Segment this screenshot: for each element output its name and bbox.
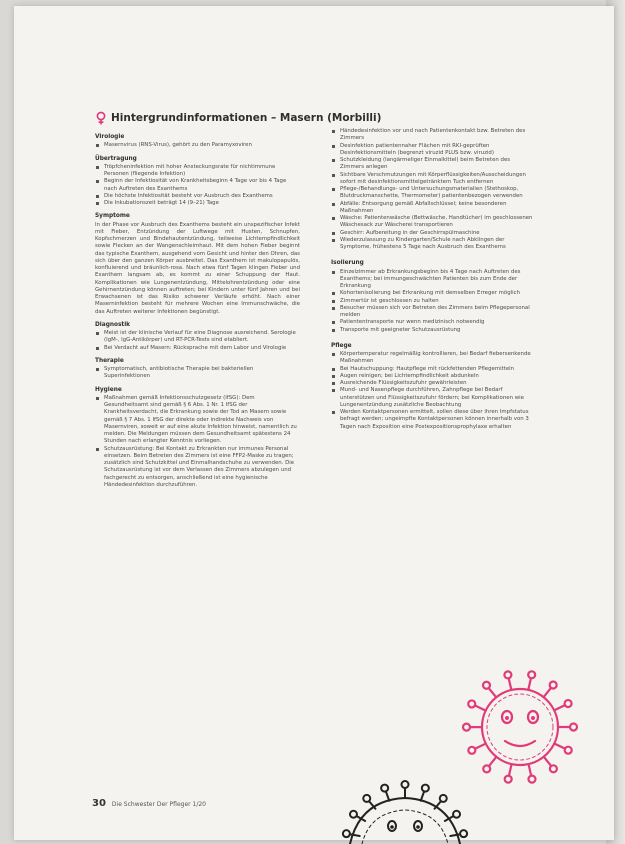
virus-spike-knob: [565, 747, 572, 754]
virus-spike: [544, 757, 551, 766]
bullet-item: Einzelzimmer ab Erkrankungsbeginn bis 4 Tage nach Auftreten des Exanthems; bei immungeschwächten Patienten bis zum Ende der Erkrankung: [331, 269, 534, 291]
section-heading: Pflege: [331, 342, 352, 349]
virus-spike: [386, 791, 389, 800]
virus-spike-knob: [528, 671, 535, 678]
virus-spike-knob: [504, 671, 511, 678]
bullet-item: Transporte mit geeigneter Schutzausrüstung: [331, 327, 534, 334]
bullet-item: Augen reinigen; bei Lichtempfindlichkeit abdunkeln: [331, 373, 534, 380]
bullet-item: Die höchste Infektiosität besteht vor Ausbruch des Exanthems: [95, 193, 300, 200]
virus-spike-knob: [483, 682, 490, 689]
section-heading: Isolierung: [331, 260, 364, 267]
bullet-item: Kohortenisolierung bei Erkrankung mit demselben Erreger möglich: [331, 290, 534, 297]
section-hygiene-continued: [331, 128, 534, 251]
title-row: [96, 111, 381, 125]
bullet-item: Desinfektion patientennaher Flächen mit RKI-geprüften Desinfektionsmitteln (begrenzt viruzid PLUS bzw. viruzid): [331, 143, 534, 158]
virus-spike: [509, 764, 512, 776]
bullet-list: [331, 269, 534, 334]
virus-spike: [528, 764, 531, 776]
bullet-list: [331, 128, 534, 251]
page-number: 30: [92, 798, 106, 809]
virus-spike-knob: [505, 776, 512, 783]
section-pflege: [331, 343, 534, 431]
bullet-item: Werden Kontaktpersonen ermittelt, sollen diese über ihren Impfstatus befragt werden; ungeimpfte Kontaktpersonen können innerhalb von 3 Tagen nach Exposition eine Postexpositionsprophylaxe erhalten: [331, 409, 534, 431]
virus-spike-knob: [381, 785, 388, 792]
section-therapie: [95, 358, 300, 381]
section-heading: Hygiene: [95, 386, 122, 393]
virus-spike-knob: [550, 682, 557, 689]
bullet-item: Körpertemperatur regelmäßig kontrollieren, bei Bedarf fiebersenkende Maßnahmen: [331, 351, 534, 366]
virus-spike-knob: [343, 830, 350, 837]
section-heading: Übertragung: [95, 155, 137, 162]
section-paragraph: In der Phase vor Ausbruch des Exanthems besteht ein unspezifischer Infekt mit Fieber, Entzündung der Luftwege mit Husten, Schnupfen, Kopfschmerzen und Bindehautentzündung, teilweise Lichtempfindlichkeit sowie Flecken an der Wangenschleimhaut. Mit dem hohen Fieber beginnt das typische Exanthem, ausgehend vom Gesicht und hinter den Ohren, das sich über den ganzen Körper ausbreitet. Das Exanthem ist makulopapulös, konfluierend und bräunlich-rosa. Nach etwa fünf Tagen klingen Fieber und Exanthem langsam ab, es kommt zu einer Schuppung der Haut. Komplikationen wie Lungenentzündung, Mittelohrentzündung oder eine Gehirnentzündung können auftreten; bei Kindern unter fünf Jahren und bei Erwachsenen ist das Risiko schwerer Verläufe erhöht. Nach einer Maserninfektion besteht für mehrere Wochen eine Immunschwäche, die das Auftreten weiterer Infektionen begünstigt.: [95, 221, 300, 315]
virus-spike: [421, 791, 424, 800]
section-uebertragung: [95, 156, 300, 208]
bullet-item: Schutzausrüstung: Bei Kontakt zu Erkrankten nur immunes Personal einsetzen. Beim Betreten des Zimmers ist eine FFP2-Maske zu tragen; zusätzlich sind Schutzkittel und Einmalhandschuhe zu verwenden. Die Schutzausrüstung ist vor dem Verlassen des Zimmers abzulegen und fachgerecht zu entsorgen, anschließend ist eine hygienische Händedesinfektion durchzuführen.: [95, 446, 300, 490]
virus-spike: [554, 743, 565, 748]
page-footer: [92, 798, 206, 809]
bullet-list: [95, 142, 300, 149]
virus-spike-knob: [468, 747, 475, 754]
virus-spike-knob: [483, 765, 490, 772]
bullet-item: Mund- und Nasenpflege durchführen, Zahnpflege bei Bedarf unterstützen und Flüssigkeitszufuhr fördern; bei Komplikationen wie Lungenentzündung zusätzliche Beobachtung: [331, 387, 534, 409]
virus-spike-knob: [363, 795, 370, 802]
bullet-item: Bei Verdacht auf Masern: Rücksprache mit dem Labor und Virologie: [95, 345, 300, 352]
virus-spike: [528, 678, 531, 690]
publication-name: Die Schwester Der Pfleger 1/20: [111, 801, 206, 808]
virus-spike-knob: [440, 795, 447, 802]
bullet-list: [95, 366, 300, 381]
bullet-item: Händedesinfektion vor und nach Patientenkontakt bzw. Betreten des Zimmers: [331, 128, 534, 143]
virus-spike: [544, 688, 551, 697]
bullet-list: [95, 395, 300, 489]
virus-spike-knob: [453, 811, 460, 818]
virus-spike-knob: [460, 830, 467, 837]
bullet-list: [95, 330, 300, 352]
female-symbol-icon: [96, 111, 106, 125]
bullet-item: Bei Hautschuppung: Hautpflege mit rückfettenden Pflegemitteln: [331, 366, 534, 373]
virus-spike-knob: [422, 785, 429, 792]
bullet-item: Beginn der Infektiosität von Krankheitsbeginn 4 Tage vor bis 4 Tage nach Auftreten des Exanthems: [95, 178, 300, 193]
virus-spike-knob: [528, 776, 535, 783]
bullet-item: Masernvirus (RNS-Virus), gehört zu den Paramyxoviren: [95, 142, 300, 149]
virus-spike: [475, 744, 486, 749]
section-hygiene: [95, 387, 300, 490]
bullet-item: Geschirr: Aufbereitung in der Geschirrspülmaschine: [331, 230, 534, 237]
bullet-item: Zimmertür ist geschlossen zu halten: [331, 298, 534, 305]
section-heading: Virologie: [95, 134, 125, 140]
virus-spike: [475, 705, 486, 710]
bullet-item: Die Inkubationszeit beträgt 14 (9–21) Tage: [95, 200, 300, 207]
bullet-item: Patiententransporte nur wenn medizinisch notwendig: [331, 319, 534, 326]
section-heading: Diagnostik: [95, 321, 131, 328]
virus-spike: [509, 678, 512, 690]
section-heading: Symptome: [95, 213, 130, 220]
bullet-item: Meist ist der klinische Verlauf für eine Diagnose ausreichend. Serologie (IgM-, IgG-Antikörper) und RT-PCR-Tests sind etabliert.: [95, 330, 300, 345]
virus-spike-knob: [468, 700, 475, 707]
section-symptome: [95, 213, 300, 316]
virus-spike-knob: [565, 700, 572, 707]
virus-spike: [554, 705, 565, 710]
section-heading: Therapie: [95, 357, 124, 364]
virus-illustration-black: [330, 760, 480, 844]
virus-spike-knob: [550, 765, 557, 772]
bullet-item: Schutzkleidung (langärmeliger Einmalkittel) beim Betreten des Zimmers anlegen: [331, 157, 534, 172]
bullet-item: Wiederzulassung zu Kindergarten/Schule nach Abklingen der Symptome, frühestens 5 Tage nach Ausbruch des Exanthems: [331, 237, 534, 252]
section-virologie: [95, 134, 300, 150]
bullet-item: Tröpfcheninfektion mit hoher Ansteckungsrate für nichtimmune Personen (fliegende Infektion): [95, 164, 300, 179]
virus-spike: [489, 688, 497, 697]
bullet-item: Pflege-/Behandlungs- und Untersuchungsmaterialien (Stethoskop, Blutdruckmanschette, Thermometer) patientenbezogen verwenden: [331, 186, 534, 201]
bullet-item: Abfälle: Entsorgung gemäß Abfallschlüssel; keine besonderen Maßnahmen: [331, 201, 534, 216]
right-column: [331, 128, 534, 431]
bullet-item: Maßnahmen gemäß Infektionsschutzgesetz (IfSG): Dem Gesundheitsamt sind gemäß § 6 Abs. 1 Nr. 1 IfSG der Krankheitsverdacht, die Erkrankung sowie der Tod an Masern sowie gemäß § 7 Abs. 1 IfSG der direkte oder indirekte Nachweis von Masernviren, soweit er auf eine akute Infektion hinweist, namentlich zu melden. Die Meldungen müssen dem Gesundheitsamt spätestens 24 Stunden nach erlangter Kenntnis vorliegen.: [95, 395, 300, 446]
page-title: Hintergrundinformationen – Masern (Morbilli): [111, 112, 382, 124]
section-isolierung: [331, 260, 534, 334]
bullet-item: Wäsche: Patientenwäsche (Bettwäsche, Handtücher) im geschlossenen Wäschesack zur Wäscherei transportieren: [331, 215, 534, 230]
bullet-item: Symptomatisch, antibiotische Therapie bei bakteriellen Superinfektionen: [95, 366, 300, 381]
left-column: [95, 134, 300, 489]
section-diagnostik: [95, 322, 300, 352]
bullet-item: Ausreichende Flüssigkeitszufuhr gewährleisten: [331, 380, 534, 387]
virus-spike-knob: [402, 781, 409, 788]
virus-spike: [489, 757, 496, 766]
bullet-item: Sichtbare Verschmutzungen mit Körperflüssigkeiten/Ausscheidungen sofort mit desinfektionsmittelgetränktem Tuch entfernen: [331, 172, 534, 187]
virus-spike-knob: [350, 811, 357, 818]
bullet-list: [95, 164, 300, 208]
bullet-item: Besucher müssen sich vor Betreten des Zimmers beim Pflegepersonal melden: [331, 305, 534, 320]
virus-spike-knob: [463, 724, 470, 731]
bullet-list: [331, 351, 534, 431]
virus-spike-knob: [570, 724, 577, 731]
